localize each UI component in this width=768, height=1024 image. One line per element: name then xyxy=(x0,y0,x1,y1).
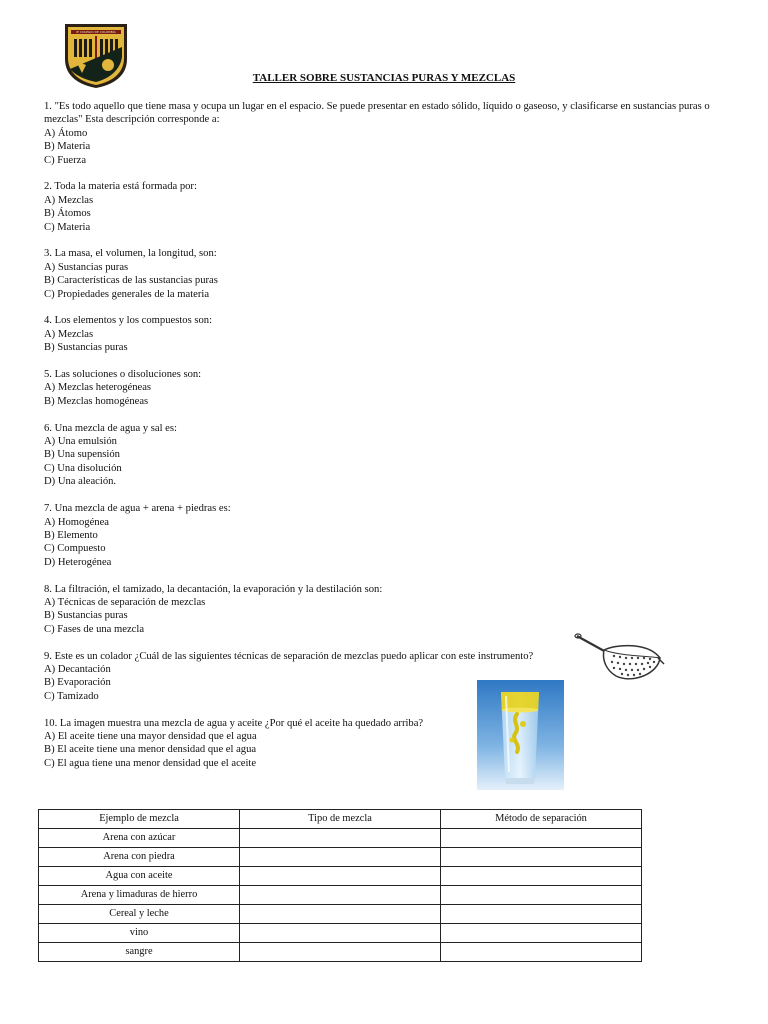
table-cell xyxy=(441,924,642,943)
option: B) Sustancias puras xyxy=(44,610,128,622)
option: B) Características de las sustancias puras xyxy=(44,275,218,287)
option: C) Compuesto xyxy=(44,543,106,555)
table-header-cell: Tipo de mezcla xyxy=(240,810,441,829)
option: A) Homogénea xyxy=(44,516,110,528)
option: C) Una disolución xyxy=(44,462,122,474)
option: A) El aceite tiene una mayor densidad que el agua xyxy=(44,730,257,742)
option: C) Propiedades generales de la materia xyxy=(44,288,210,300)
option: C) El agua tiene una menor densidad que el aceite xyxy=(44,757,257,769)
option: A) Sustancias puras xyxy=(44,261,129,273)
question-text: 2. Toda la materia está formada por: xyxy=(44,181,197,193)
option: A) Mezclas heterogéneas xyxy=(44,382,152,394)
table-header-cell: Ejemplo de mezcla xyxy=(39,810,240,829)
question-text: 9. Este es un colador ¿Cuál de las siguientes técnicas de separación de mezclas puedo aplicar con este instrumento? xyxy=(44,650,534,662)
question-text: 7. Una mezcla de agua + arena + piedras es: xyxy=(44,503,231,515)
option: C) Tamizado xyxy=(44,690,99,702)
table-cell: Agua con aceite xyxy=(39,867,240,886)
table-row xyxy=(39,848,642,867)
table-cell: vino xyxy=(39,924,240,943)
option: B) Elemento xyxy=(44,529,98,541)
table-cell xyxy=(441,829,642,848)
option: C) Materia xyxy=(44,221,91,233)
question-6 xyxy=(44,422,734,489)
table-row xyxy=(39,943,642,962)
table-cell: Cereal y leche xyxy=(39,905,240,924)
table-header-row xyxy=(39,810,642,829)
option: B) Átomos xyxy=(44,208,91,220)
question-text: 6. Una mezcla de agua y sal es: xyxy=(44,422,177,434)
table-cell xyxy=(441,867,642,886)
option: D) Heterogénea xyxy=(44,556,112,568)
option: B) El aceite tiene una menor densidad que el agua xyxy=(44,744,257,756)
page-title: TALLER SOBRE SUSTANCIAS PURAS Y MEZCLAS xyxy=(252,72,516,84)
option: B) Sustancias puras xyxy=(44,342,128,354)
question-text: 4. Los elementos y los compuestos son: xyxy=(44,315,213,327)
option: A) Átomo xyxy=(44,127,88,139)
option: A) Una emulsión xyxy=(44,436,117,448)
table-cell xyxy=(240,943,441,962)
option: D) Una aleación. xyxy=(44,476,117,488)
option: A) Decantación xyxy=(44,663,111,675)
table-cell xyxy=(441,886,642,905)
option: B) Materia xyxy=(44,141,91,153)
option: A) Mezclas xyxy=(44,194,94,206)
table-cell xyxy=(240,848,441,867)
option: A) Técnicas de separación de mezclas xyxy=(44,596,206,608)
question-7 xyxy=(44,502,734,569)
option: C) Fases de una mezcla xyxy=(44,623,145,635)
question-text: 10. La imagen muestra una mezcla de agua y aceite ¿Por qué el aceite ha quedado arriba? xyxy=(44,717,424,729)
table-cell: sangre xyxy=(39,943,240,962)
table-cell xyxy=(441,848,642,867)
strainer-image xyxy=(572,620,668,690)
question-3 xyxy=(44,247,734,301)
question-4 xyxy=(44,314,734,354)
question-1 xyxy=(44,100,734,167)
option: C) Fuerza xyxy=(44,154,87,166)
table-row xyxy=(39,829,642,848)
mixture-table xyxy=(38,809,642,962)
question-5 xyxy=(44,368,734,408)
table-cell xyxy=(240,886,441,905)
table-cell xyxy=(240,924,441,943)
logo-text: IE COLEGIO DE COLOMBIA xyxy=(76,30,116,35)
option: B) Una supensión xyxy=(44,449,120,461)
option: B) Evaporación xyxy=(44,677,111,689)
option: B) Mezclas homogéneas xyxy=(44,395,149,407)
table-row xyxy=(39,886,642,905)
table-cell xyxy=(441,905,642,924)
table-cell: Arena con piedra xyxy=(39,848,240,867)
table-cell: Arena con azúcar xyxy=(39,829,240,848)
table-header-cell: Método de separación xyxy=(441,810,642,829)
table-row xyxy=(39,867,642,886)
table-row xyxy=(39,924,642,943)
table-cell xyxy=(240,829,441,848)
question-2 xyxy=(44,180,734,234)
question-10 xyxy=(44,717,734,771)
option: A) Mezclas xyxy=(44,328,94,340)
table-row xyxy=(39,905,642,924)
question-text: 1. "Es todo aquello que tiene masa y ocupa un lugar en el espacio. Se puede presentar en estado sólido, líquido o gaseoso, y clasificarse en sustancias puras o mezclas" Esta descripción corresponde a: xyxy=(44,101,710,126)
water-oil-glass-image xyxy=(477,680,564,790)
question-text: 5. Las soluciones o disoluciones son: xyxy=(44,369,202,381)
question-text: 8. La filtración, el tamizado, la decantación, la evaporación y la destilación son: xyxy=(44,583,383,595)
table-cell xyxy=(240,905,441,924)
table-cell xyxy=(240,867,441,886)
question-text: 3. La masa, el volumen, la longitud, son: xyxy=(44,248,217,260)
table-cell: Arena y limaduras de hierro xyxy=(39,886,240,905)
table-cell xyxy=(441,943,642,962)
